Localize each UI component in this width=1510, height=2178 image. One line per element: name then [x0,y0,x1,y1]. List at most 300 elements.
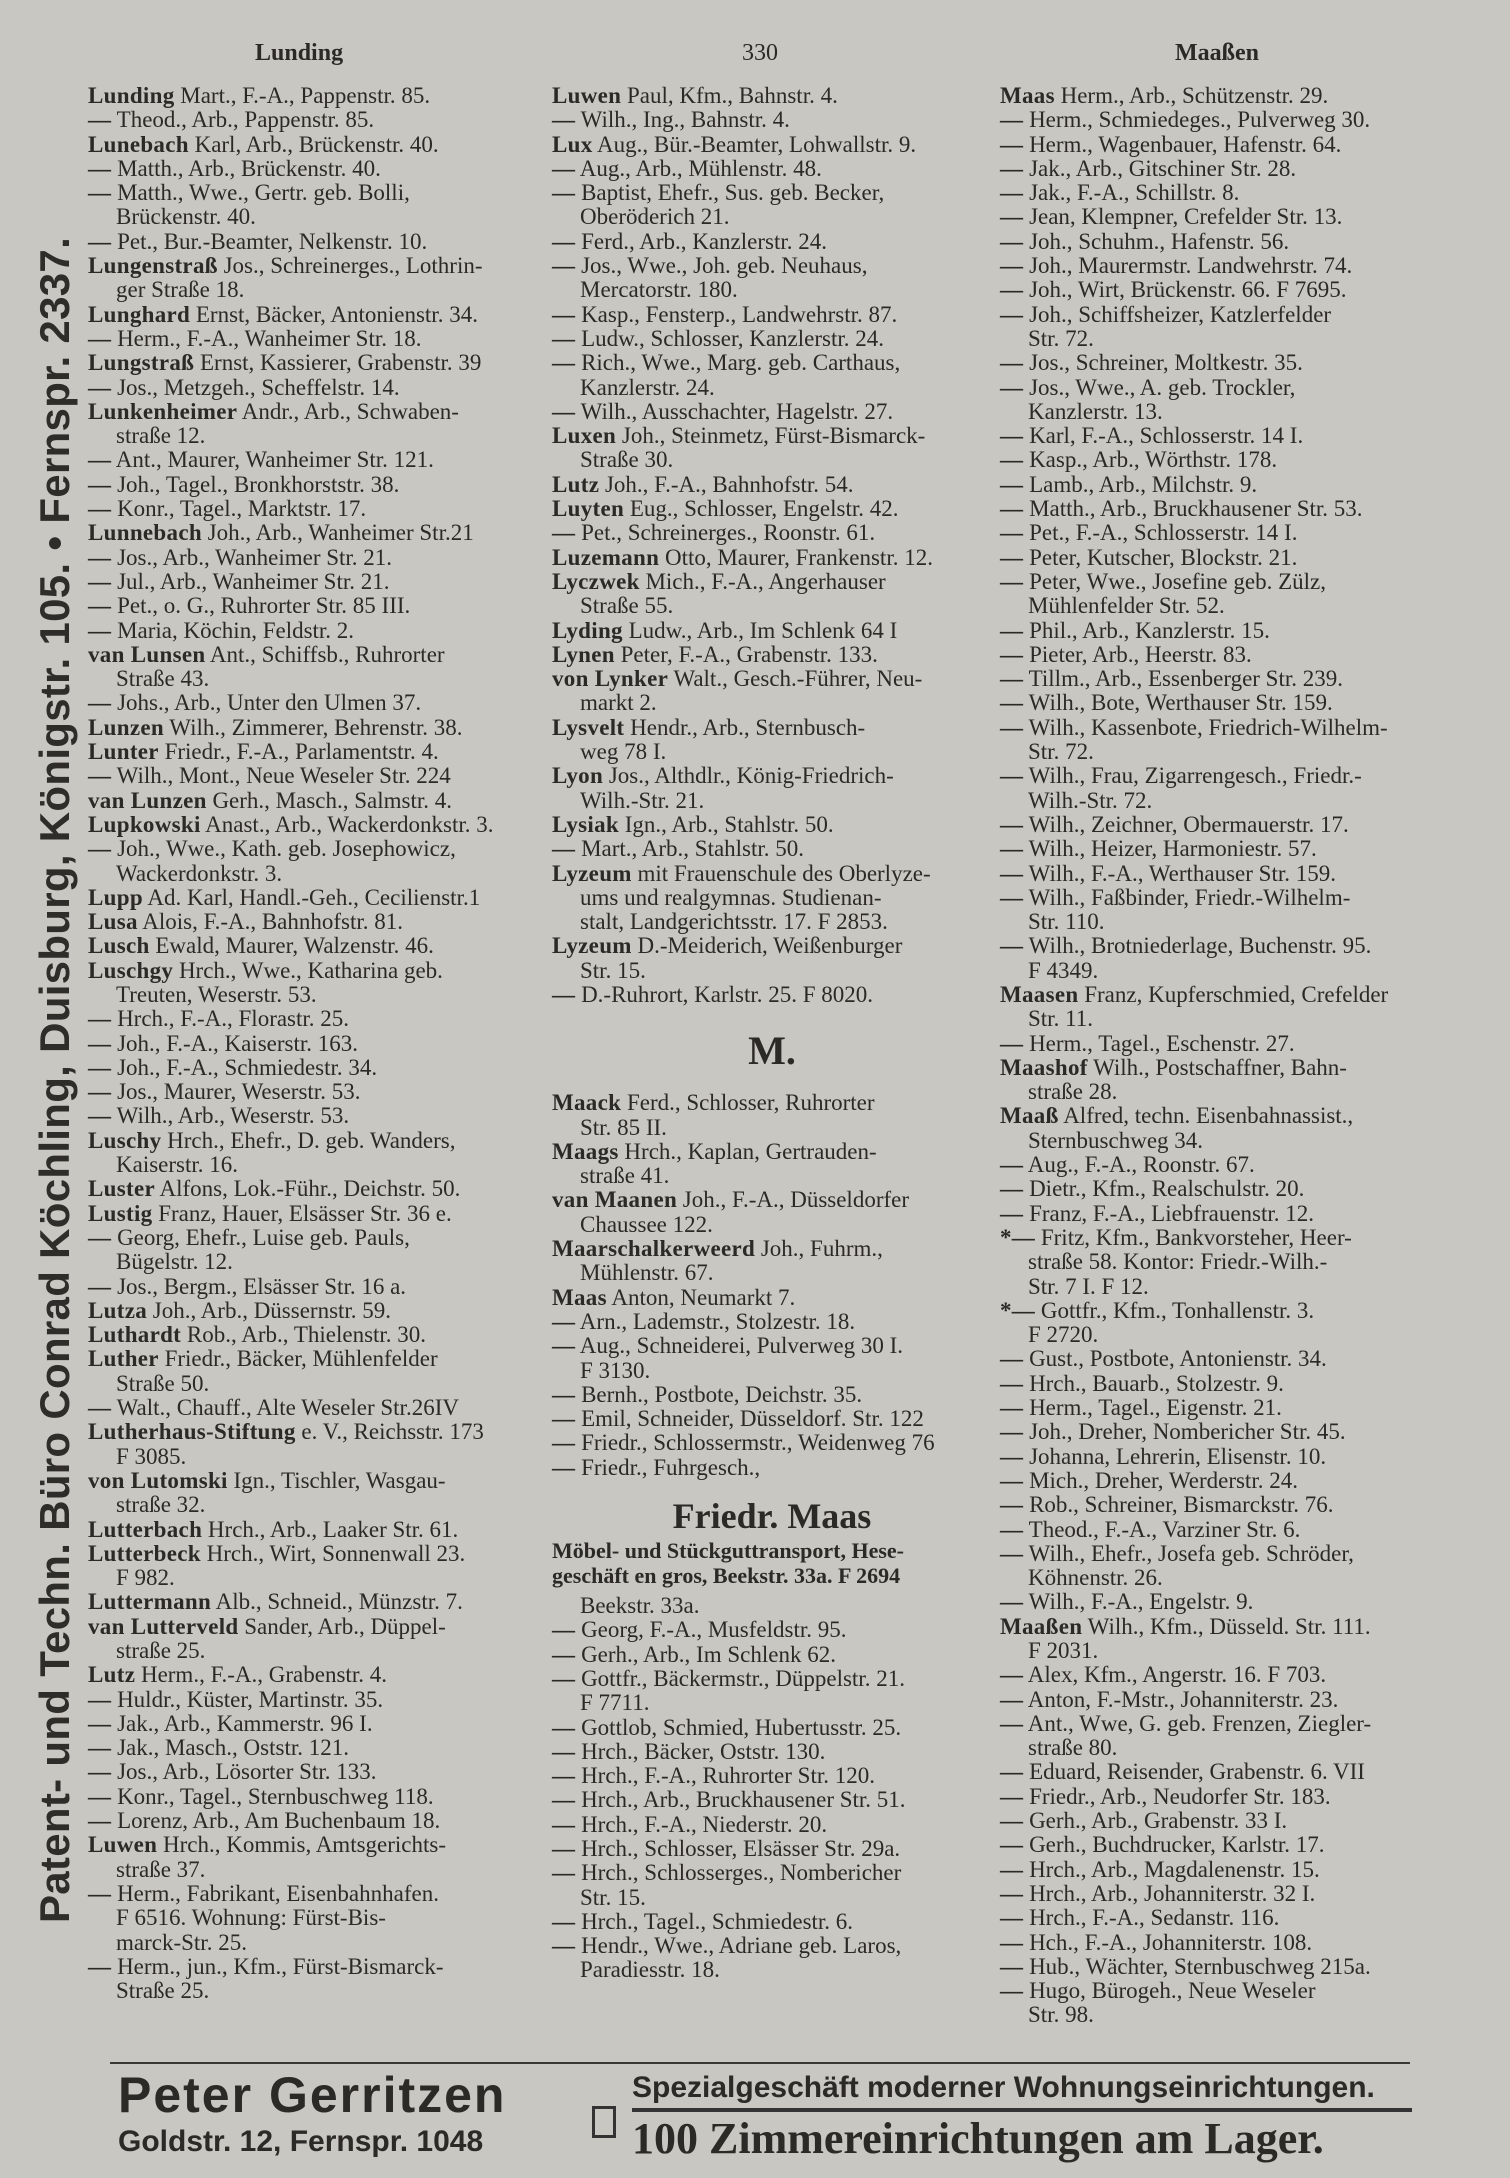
directory-entry [552,1618,992,1642]
directory-entry [1000,1299,1420,1348]
directory-entry [88,84,548,108]
entry-surname: Maags [552,1138,619,1164]
entry-surname: — [552,981,576,1007]
entry-surname: — [552,1308,576,1334]
directory-entry [552,813,992,837]
directory-entry [552,230,992,254]
directory-entry [552,1431,992,1455]
directory-entry [552,181,992,230]
entry-surname: — [1000,155,1024,181]
entry-first-line [1000,716,1420,740]
entry-first-line [88,716,548,740]
directory-entry [1000,1931,1420,1955]
entry-surname: — [88,107,112,133]
entry-details: Wilh., F.-A., Engelstr. 9. [1028,1589,1254,1615]
entry-continuation: F 6516. Wohnung: Fürst-Bis- [116,1905,386,1931]
entry-details: Wilh., Zeichner, Obermauerstr. 17. [1028,811,1349,837]
advert-peter-gerritzen [118,2066,573,2160]
page-number: 330 [742,40,778,66]
entry-details: Alois, F.-A., Bahnhofstr. 81. [142,909,404,935]
entry-first-line [1000,1347,1420,1371]
directory-entry [88,789,548,813]
directory-entry [1000,133,1420,157]
entry-details: Gust., Postbote, Antonienstr. 34. [1029,1346,1327,1372]
entry-surname: — [88,1006,112,1032]
entry-first-line [552,327,992,351]
entry-details: Ign., Arb., Stahlstr. 50. [624,811,834,837]
directory-entry [88,837,548,886]
entry-surname: — [1000,763,1024,789]
entry-surname: Lutza [88,1297,147,1323]
directory-entry [552,133,992,157]
directory-entry [552,1237,992,1286]
entry-surname: — [1000,1662,1024,1688]
directory-entry [88,910,548,934]
entry-first-line [88,1833,548,1857]
entry-details: Sander, Arb., Düppel- [244,1613,446,1639]
entry-surname: — [88,1735,112,1761]
entry-surname: — [1000,1978,1024,2004]
entry-details: Joh., F.-A., Kaiserstr. 163. [117,1030,358,1056]
entry-surname: — [552,325,576,351]
entry-first-line [88,448,548,472]
entry-details: Hendr., Wwe., Adriane geb. Laros, [581,1933,902,1959]
entry-continuation: Str. 98. [1028,2002,1094,2028]
advert-title: Friedr. Maas [672,1496,872,1537]
entry-details: Pet., o. G., Ruhrorter Str. 85 III. [117,593,411,619]
entry-details: Gerh., Masch., Salmstr. 4. [212,787,452,813]
directory-entry [1000,84,1420,108]
entry-surname: — [88,1030,112,1056]
directory-entry [1000,254,1420,278]
entry-details: Joh., F.-A., Düsseldorfer [682,1187,910,1213]
entry-surname: — [88,228,112,254]
entry-continuation: straße 58. Kontor: Friedr.-Wilh.- [1028,1249,1328,1275]
entry-first-line [1000,278,1420,302]
entry-surname: — [552,180,576,206]
entry-first-line [552,764,992,788]
entry-details: Franz, F.-A., Liebfrauenstr. 12. [1029,1200,1315,1226]
entry-surname: — [1000,690,1024,716]
directory-entry [1000,1858,1420,1882]
directory-entry [1000,1226,1420,1299]
entry-details: Hrch., Tagel., Schmiedestr. 6. [581,1908,854,1934]
entry-surname: — [1000,1492,1024,1518]
entry-first-line [1000,619,1420,643]
entry-details: Aug., Arb., Mühlenstr. 48. [579,155,822,181]
entry-surname: — [1000,471,1024,497]
entry-details: Jos., Schreiner, Moltkestr. 35. [1029,350,1303,376]
directory-entry [552,157,992,181]
entry-surname: Lunnebach [88,520,202,546]
entry-first-line [88,1396,548,1420]
entry-surname: Lunebach [88,131,189,157]
entry-details: Herm., Schmiedeges., Pulverweg 30. [1029,107,1371,133]
entry-surname: Lunzen [88,714,164,740]
directory-entry [1000,1153,1420,1177]
entry-surname: — [1000,107,1024,133]
entry-details: Aug., Bür.-Beamter, Lohwallstr. 9. [597,131,917,157]
entry-surname: — [552,1714,576,1740]
entry-continuation: Str. 110. [1028,909,1105,935]
directory-entry [1000,1056,1420,1105]
advert-name: Peter Gerritzen [118,2067,507,2123]
entry-surname: — [1000,568,1024,594]
entry-details: Kasp., Fensterp., Landwehrstr. 87. [581,301,898,327]
entry-continuation: straße 80. [1028,1735,1118,1761]
entry-details: Walt., Chauff., Alte Weseler Str.26IV [116,1395,459,1421]
entry-details: Ad. Karl, Handl.-Geh., Cecilienstr.1 [147,884,481,910]
entry-first-line [552,619,992,643]
box-ornament-icon [592,2106,616,2138]
directory-entry [1000,1760,1420,1784]
entry-first-line [552,521,992,545]
entry-first-line [552,1643,992,1667]
entry-first-line [1000,1542,1420,1566]
entry-surname: — [552,1333,576,1359]
entry-first-line [1000,1615,1420,1639]
entry-first-line [552,813,992,837]
directory-entry [88,886,548,910]
entry-surname: Maas [1000,83,1055,108]
entry-continuation: straße 37. [116,1856,206,1882]
entry-details: Lamb., Arb., Milchstr. 9. [1029,471,1258,497]
entry-details: Andr., Arb., Schwaben- [241,398,459,424]
running-head-right: Maaßen [1175,40,1259,66]
entry-details: Wilh., Brotniederlage, Buchenstr. 95. [1028,933,1372,959]
entry-first-line [88,473,548,497]
entry-details: Herm., Wagenbauer, Hafenstr. 64. [1029,131,1342,157]
entry-first-line [88,570,548,594]
entry-details: Wilh., F.-A., Werthauser Str. 159. [1028,860,1337,886]
entry-surname: — [88,1273,112,1299]
directory-entry [88,1785,548,1809]
entry-details: Jos., Arb., Lösorter Str. 133. [117,1759,377,1785]
directory-entry [552,400,992,424]
entry-surname: Lyzeum [552,860,632,886]
entry-surname: van Lunsen [88,641,206,667]
entry-continuation: Str. 72. [1028,739,1094,765]
directory-entry [88,108,548,132]
entry-details: Hendr., Arb., Sternbusch- [630,714,866,740]
directory-entry [1000,643,1420,667]
entry-surname: Lux [552,131,593,157]
directory-entry [1000,1688,1420,1712]
directory-entry [1000,1518,1420,1542]
directory-entry [1000,619,1420,643]
entry-first-line [1000,1712,1420,1736]
entry-details: Huldr., Küster, Martinstr. 35. [117,1686,384,1712]
entry-continuation: Straße 30. [580,447,674,473]
entry-surname: Luschgy [88,957,174,983]
directory-entry [88,254,548,303]
entry-surname: Lunter [88,739,159,765]
directory-entry [552,570,992,619]
directory-entry [552,934,992,983]
advert-address: Goldstr. 12, Fernspr. 1048 [118,2125,484,2158]
entry-continuation: weg 78 I. [580,739,667,765]
entry-surname: Luzemann [552,544,660,570]
entry-first-line [1000,1858,1420,1882]
entry-first-line [88,254,548,278]
entry-details: Wilh., Postschaffner, Bahn- [1093,1054,1347,1080]
directory-entry [88,1542,548,1591]
entry-details: Hrch., Wwe., Katharina geb. [178,957,443,983]
entry-details: Ernst, Bäcker, Antonienstr. 34. [195,301,478,327]
directory-entry [552,521,992,545]
entry-surname: *— [1000,1224,1036,1250]
entry-first-line [88,959,548,983]
entry-first-line [88,1032,548,1056]
entry-first-line [552,1740,992,1764]
entry-surname: Lutherhaus-Stiftung [88,1419,296,1445]
entry-first-line [1000,1056,1420,1080]
entry-surname: Lunkenheimer [88,398,238,424]
entry-first-line [88,84,548,108]
directory-entry [552,1643,992,1667]
entry-details: Gerh., Arb., Im Schlenk 62. [581,1641,836,1667]
entry-first-line [1000,837,1420,861]
entry-first-line [552,84,992,108]
entry-details: Friedr., Bäcker, Mühlenfelder [164,1346,438,1372]
entry-details: Hrch., Bauarb., Stolzestr. 9. [1029,1370,1284,1396]
entry-surname: — [88,568,112,594]
entry-first-line [1000,205,1420,229]
entry-surname: — [88,447,112,473]
directory-entry [1000,473,1420,497]
entry-surname: — [1000,1710,1024,1736]
entry-first-line [552,837,992,861]
entry-details: Herm., Arb., Schützenstr. 29. [1060,83,1329,108]
directory-entry [88,546,548,570]
directory-entry [1000,1202,1420,1226]
directory-entry [88,643,548,692]
entry-surname: — [88,763,112,789]
entry-surname: Luttermann [88,1589,212,1615]
entry-surname: — [88,1953,112,1979]
directory-entry [88,1202,548,1226]
entry-surname: — [1000,1856,1024,1882]
entry-surname: — [88,1224,112,1250]
entry-surname: Luther [88,1346,159,1372]
directory-entry [1000,1785,1420,1809]
entry-details: Friedr., Schlossermstr., Weidenweg 76 [581,1430,935,1456]
entry-continuation: Str. 72. [1028,325,1094,351]
entry-details: Pet., F.-A., Schlosserstr. 14 I. [1029,520,1298,546]
directory-entry [88,376,548,400]
entry-surname: — [1000,1540,1024,1566]
entry-continuation: Köhnenstr. 26. [1028,1565,1163,1591]
entry-details: e. V., Reichsstr. 173 [301,1419,484,1445]
directory-entry [1000,716,1420,765]
entry-first-line [552,1383,992,1407]
entry-details: Fritz, Kfm., Bankvorsteher, Heer- [1040,1224,1352,1250]
entry-surname: — [88,1759,112,1785]
entry-first-line [1000,1104,1420,1128]
entry-details: Wilh., Kassenbote, Friedrich-Wilhelm- [1028,714,1388,740]
entry-first-line [1000,813,1420,837]
entry-details: Lorenz, Arb., Am Buchenbaum 18. [117,1808,441,1834]
directory-entry [88,1663,548,1687]
directory-entry [552,108,992,132]
entry-first-line [88,1785,548,1809]
entry-first-line [552,351,992,375]
entry-first-line [88,1007,548,1031]
directory-entry [552,1188,992,1237]
entry-surname: — [1000,374,1024,400]
directory-entry [552,1837,992,1861]
directory-entry [1000,1445,1420,1469]
entry-surname: — [1000,884,1024,910]
entry-details: Alfons, Lok.-Führ., Deichstr. 50. [159,1176,461,1202]
entry-first-line [552,1091,992,1115]
entry-surname: — [88,1686,112,1712]
entry-details: Jak., F.-A., Schillstr. 8. [1029,180,1240,206]
entry-continuation: straße 12. [116,423,206,449]
entry-surname: — [1000,1395,1024,1421]
entry-first-line [552,1934,992,1958]
entry-details: Johs., Arb., Unter den Ulmen 37. [117,690,422,716]
entry-surname: — [552,1641,576,1667]
entry-first-line [1000,1226,1420,1250]
entry-surname: Luschy [88,1127,162,1153]
entry-details: Rob., Arb., Thielenstr. 30. [186,1322,427,1348]
entry-first-line [552,181,992,205]
directory-entry [88,1882,548,1955]
directory-entry [88,1736,548,1760]
entry-details: Jos., Althdlr., König-Friedrich- [608,763,894,789]
entry-details: D.-Meiderich, Weißenburger [637,933,903,959]
directory-entry [88,521,548,545]
directory-entry [552,1456,992,1480]
directory-entry [1000,1469,1420,1493]
entry-details: Kasp., Arb., Wörthstr. 178. [1029,447,1278,473]
entry-details: Rob., Schreiner, Bismarckstr. 76. [1029,1492,1334,1518]
entry-surname: — [88,1880,112,1906]
entry-details: Joh., Dreher, Nombericher Str. 45. [1029,1419,1346,1445]
directory-entry [88,400,548,449]
entry-details: Wilh., Heizer, Harmoniestr. 57. [1028,836,1317,862]
entry-continuation: Kanzlerstr. 24. [580,374,715,400]
entry-continuation: Wilh.-Str. 21. [580,787,705,813]
entry-first-line [88,230,548,254]
entry-surname: — [1000,1443,1024,1469]
entry-first-line [552,303,992,327]
entry-surname: — [1000,1880,1024,1906]
entry-first-line [1000,934,1420,958]
entry-details: Wilh., Bote, Werthauser Str. 159. [1028,690,1333,716]
entry-continuation: Straße 43. [116,666,210,692]
entry-first-line [1000,108,1420,132]
entry-first-line [1000,1688,1420,1712]
entry-details: Herm., Fabrikant, Eisenbahnhafen. [117,1880,439,1906]
entry-surname: Lungstraß [88,350,195,376]
directory-entry [88,1323,548,1347]
entry-first-line [88,764,548,788]
entry-continuation: Mühlenstr. 67. [580,1260,714,1286]
entry-details: Herm., Tagel., Eigenstr. 21. [1029,1395,1282,1421]
entry-surname: Luster [88,1176,155,1202]
entry-first-line [1000,1518,1420,1542]
entry-details: Hrch., Wirt, Sonnenwall 23. [206,1540,466,1566]
entry-first-line [552,1861,992,1885]
directory-entry [1000,983,1420,1032]
entry-surname: — [1000,1467,1024,1493]
column-1 [88,84,548,2003]
directory-entry [88,1712,548,1736]
entry-first-line [552,1837,992,1861]
entry-first-line [1000,1177,1420,1201]
directory-entry [88,1518,548,1542]
entry-surname: — [552,350,576,376]
entry-details: Wilh., Ausschachter, Hagelstr. 27. [580,398,894,424]
entry-first-line [1000,1906,1420,1930]
entry-first-line [1000,1299,1420,1323]
entry-surname: Lustig [88,1200,153,1226]
directory-entry [1000,1882,1420,1906]
directory-entry [88,619,548,643]
entry-first-line [1000,84,1420,108]
entry-first-line [88,740,548,764]
entry-first-line [552,1788,992,1812]
entry-first-line [552,546,992,570]
advert-divider [110,2062,1410,2064]
entry-first-line [552,862,992,886]
entry-details: Hrch., Bäcker, Oststr. 130. [581,1738,826,1764]
directory-entry [88,181,548,230]
entry-surname: — [1000,1905,1024,1931]
entry-details: Georg, Ehefr., Luise geb. Pauls, [117,1224,410,1250]
advert-subtitle: Möbel- und Stückguttransport, Hese- geschäft en gros, Beekstr. 33a. F 2694 [552,1538,905,1589]
entry-continuation: Wilh.-Str. 72. [1028,787,1153,813]
entry-details: Ant., Schiffsb., Ruhrorter [209,641,445,667]
entry-first-line [88,619,548,643]
entry-continuation: Straße 50. [116,1370,210,1396]
entry-surname: Lysiak [552,811,620,837]
directory-entry [552,1813,992,1837]
entry-first-line [552,1456,992,1480]
directory-entry [1000,1104,1420,1153]
directory-entry [552,862,992,935]
entry-continuation: Kaiserstr. 16. [116,1152,239,1178]
entry-details: Beekstr. 33a. [580,1593,700,1619]
entry-surname: Maas [552,1284,607,1310]
directory-entry [552,1140,992,1189]
entry-first-line [1000,1785,1420,1809]
directory-entry [552,667,992,716]
entry-surname: — [1000,714,1024,740]
entry-first-line [552,1407,992,1431]
entry-details: Hrch., Arb., Bruckhausener Str. 51. [581,1787,906,1813]
entry-first-line [88,1080,548,1104]
entry-surname: Lunding [88,83,175,108]
entry-surname: Maack [552,1090,622,1116]
entry-surname: — [1000,1759,1024,1785]
directory-entry [552,1286,992,1310]
entry-continuation: Treuten, Weserstr. 53. [116,981,317,1007]
entry-details: Jos., Metzgeh., Scheffelstr. 14. [117,374,400,400]
entry-first-line [1000,1590,1420,1614]
directory-entry [1000,376,1420,425]
entry-first-line [1000,570,1420,594]
directory-entry [552,716,992,765]
entry-first-line [552,1431,992,1455]
entry-details: Anton, F.-Mstr., Johanniterstr. 23. [1027,1686,1339,1712]
entry-surname: — [552,1617,576,1643]
entry-first-line [88,1056,548,1080]
directory-entry [1000,448,1420,472]
entry-first-line [88,643,548,667]
